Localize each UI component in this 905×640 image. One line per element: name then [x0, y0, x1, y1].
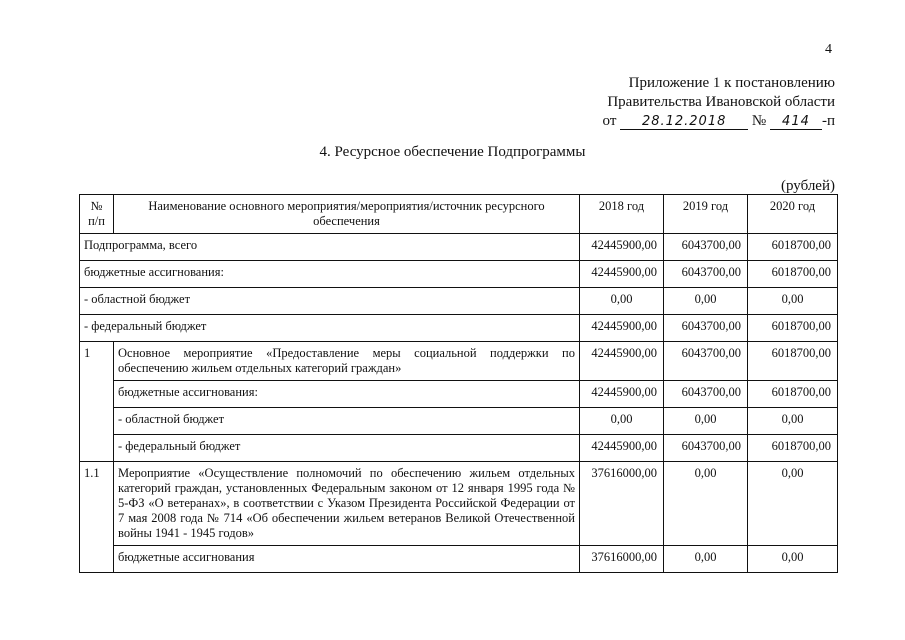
currency-note: (рублей)	[780, 178, 835, 194]
table-row	[80, 435, 838, 462]
value-2018: 37616000,00	[580, 462, 664, 546]
value-2020: 0,00	[748, 288, 838, 315]
value-2018: 42445900,00	[580, 315, 664, 342]
appendix-line-3	[603, 112, 835, 131]
table-row	[80, 288, 838, 315]
row-name: - федеральный бюджет	[80, 315, 580, 342]
table-header-row	[80, 195, 838, 234]
value-2020: 0,00	[748, 546, 838, 573]
value-2020: 6018700,00	[748, 342, 838, 381]
value-2019: 6043700,00	[664, 435, 748, 462]
appendix-suffix: -п	[821, 113, 835, 129]
value-2019: 6043700,00	[664, 315, 748, 342]
value-2018: 42445900,00	[580, 234, 664, 261]
value-2018: 42445900,00	[580, 435, 664, 462]
row-name: Подпрограмма, всего	[80, 234, 580, 261]
table-row	[80, 408, 838, 435]
table-row	[80, 546, 838, 573]
value-2020: 6018700,00	[748, 315, 838, 342]
handwritten-date: 28.12.2018	[620, 114, 748, 130]
value-2019: 6043700,00	[664, 342, 748, 381]
row-num: 1	[80, 342, 114, 462]
value-2020: 0,00	[748, 408, 838, 435]
value-2020: 6018700,00	[748, 381, 838, 408]
table-row	[80, 342, 838, 381]
header-num: № п/п	[80, 195, 114, 234]
header-2019: 2019 год	[664, 195, 748, 234]
value-2019: 0,00	[664, 546, 748, 573]
appendix-number-label: №	[751, 113, 767, 129]
row-num: 1.1	[80, 462, 114, 573]
row-name: - областной бюджет	[114, 408, 580, 435]
table-row	[80, 462, 838, 546]
value-2020: 6018700,00	[748, 261, 838, 288]
section-title: 4. Ресурсное обеспечение Подпрограммы	[319, 144, 586, 160]
value-2019: 6043700,00	[664, 234, 748, 261]
header-name: Наименование основного мероприятия/мероприятия/источник ресурсного обеспечения	[114, 195, 580, 234]
value-2019: 6043700,00	[664, 261, 748, 288]
value-2019: 6043700,00	[664, 381, 748, 408]
row-name: Мероприятие «Осуществление полномочий по обеспечению жильем отдельных категорий граждан, установленных Федеральным законом от 12 января 1995 года № 5-ФЗ «О ветеранах», в соответствии с Указом Президента Российской Федерации от 7 мая 2008 года № 714 «Об обеспечении жильем ветеранов Великой Отечественной войны 1941 - 1945 годов»	[114, 462, 580, 546]
header-2020: 2020 год	[748, 195, 838, 234]
header-2018: 2018 год	[580, 195, 664, 234]
value-2018: 42445900,00	[580, 381, 664, 408]
value-2020: 0,00	[748, 462, 838, 546]
appendix-line-2: Правительства Ивановской области	[607, 94, 835, 110]
row-name: бюджетные ассигнования	[114, 546, 580, 573]
value-2020: 6018700,00	[748, 435, 838, 462]
value-2018: 0,00	[580, 408, 664, 435]
value-2018: 42445900,00	[580, 261, 664, 288]
value-2019: 0,00	[664, 288, 748, 315]
row-name: бюджетные ассигнования:	[114, 381, 580, 408]
table-row	[80, 315, 838, 342]
value-2018: 37616000,00	[580, 546, 664, 573]
row-name: Основное мероприятие «Предоставление меры социальной поддержки по обеспечению жильем отдельных категорий граждан»	[114, 342, 580, 381]
value-2020: 6018700,00	[748, 234, 838, 261]
row-name: - федеральный бюджет	[114, 435, 580, 462]
appendix-header	[603, 74, 835, 131]
row-name: - областной бюджет	[80, 288, 580, 315]
appendix-from-label: от	[602, 113, 617, 129]
value-2019: 0,00	[664, 408, 748, 435]
row-name: бюджетные ассигнования:	[80, 261, 580, 288]
resource-table	[79, 194, 838, 573]
appendix-line-1: Приложение 1 к постановлению	[628, 75, 835, 91]
table-row	[80, 261, 838, 288]
table-row	[80, 234, 838, 261]
value-2019: 0,00	[664, 462, 748, 546]
table-row	[80, 381, 838, 408]
value-2018: 0,00	[580, 288, 664, 315]
page-number: 4	[825, 42, 832, 57]
value-2018: 42445900,00	[580, 342, 664, 381]
handwritten-number: 414	[770, 114, 822, 130]
